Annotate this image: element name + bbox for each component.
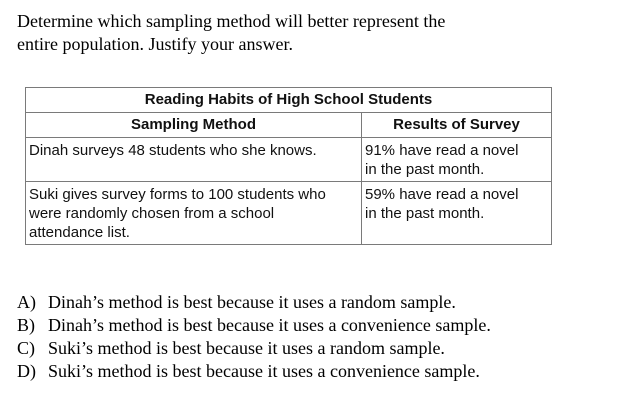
table-row bbox=[26, 138, 552, 182]
choice-c[interactable] bbox=[17, 337, 491, 360]
table-title-row bbox=[26, 88, 552, 113]
choice-text: Dinah’s method is best because it uses a convenience sample. bbox=[48, 315, 491, 335]
cell-text: Suki gives survey forms to 100 students who bbox=[29, 186, 326, 203]
choice-text: Suki’s method is best because it uses a random sample. bbox=[48, 338, 445, 358]
question-line: Determine which sampling method will better represent the bbox=[17, 11, 446, 31]
cell-text: 91% have read a novel bbox=[365, 142, 519, 159]
cell-text: were randomly chosen from a school bbox=[29, 205, 275, 222]
choice-d[interactable] bbox=[17, 360, 491, 383]
choice-text: Suki’s method is best because it uses a convenience sample. bbox=[48, 361, 480, 381]
result-cell bbox=[362, 138, 552, 182]
question-line: entire population. Justify your answer. bbox=[17, 34, 293, 54]
method-cell bbox=[26, 182, 362, 245]
column-header-sampling-method: Sampling Method bbox=[26, 113, 362, 138]
cell-text: 59% have read a novel bbox=[365, 186, 519, 203]
choice-letter: A) bbox=[17, 292, 36, 312]
cell-text: in the past month. bbox=[365, 161, 485, 178]
choice-letter: D) bbox=[17, 361, 36, 381]
choice-text: Dinah’s method is best because it uses a random sample. bbox=[48, 292, 456, 312]
survey-table bbox=[25, 87, 552, 245]
table-row bbox=[26, 182, 552, 245]
choice-letter: C) bbox=[17, 338, 35, 358]
question-prompt bbox=[17, 10, 607, 56]
cell-text: attendance list. bbox=[29, 224, 130, 241]
answer-choices bbox=[17, 291, 491, 383]
table-header-row bbox=[26, 113, 552, 138]
column-header-results: Results of Survey bbox=[362, 113, 552, 138]
cell-text: Dinah surveys 48 students who she knows. bbox=[29, 142, 317, 159]
result-cell bbox=[362, 182, 552, 245]
choice-b[interactable] bbox=[17, 314, 491, 337]
choice-a[interactable] bbox=[17, 291, 491, 314]
choice-letter: B) bbox=[17, 315, 35, 335]
method-cell bbox=[26, 138, 362, 182]
cell-text: in the past month. bbox=[365, 205, 485, 222]
table-title: Reading Habits of High School Students bbox=[26, 88, 552, 113]
